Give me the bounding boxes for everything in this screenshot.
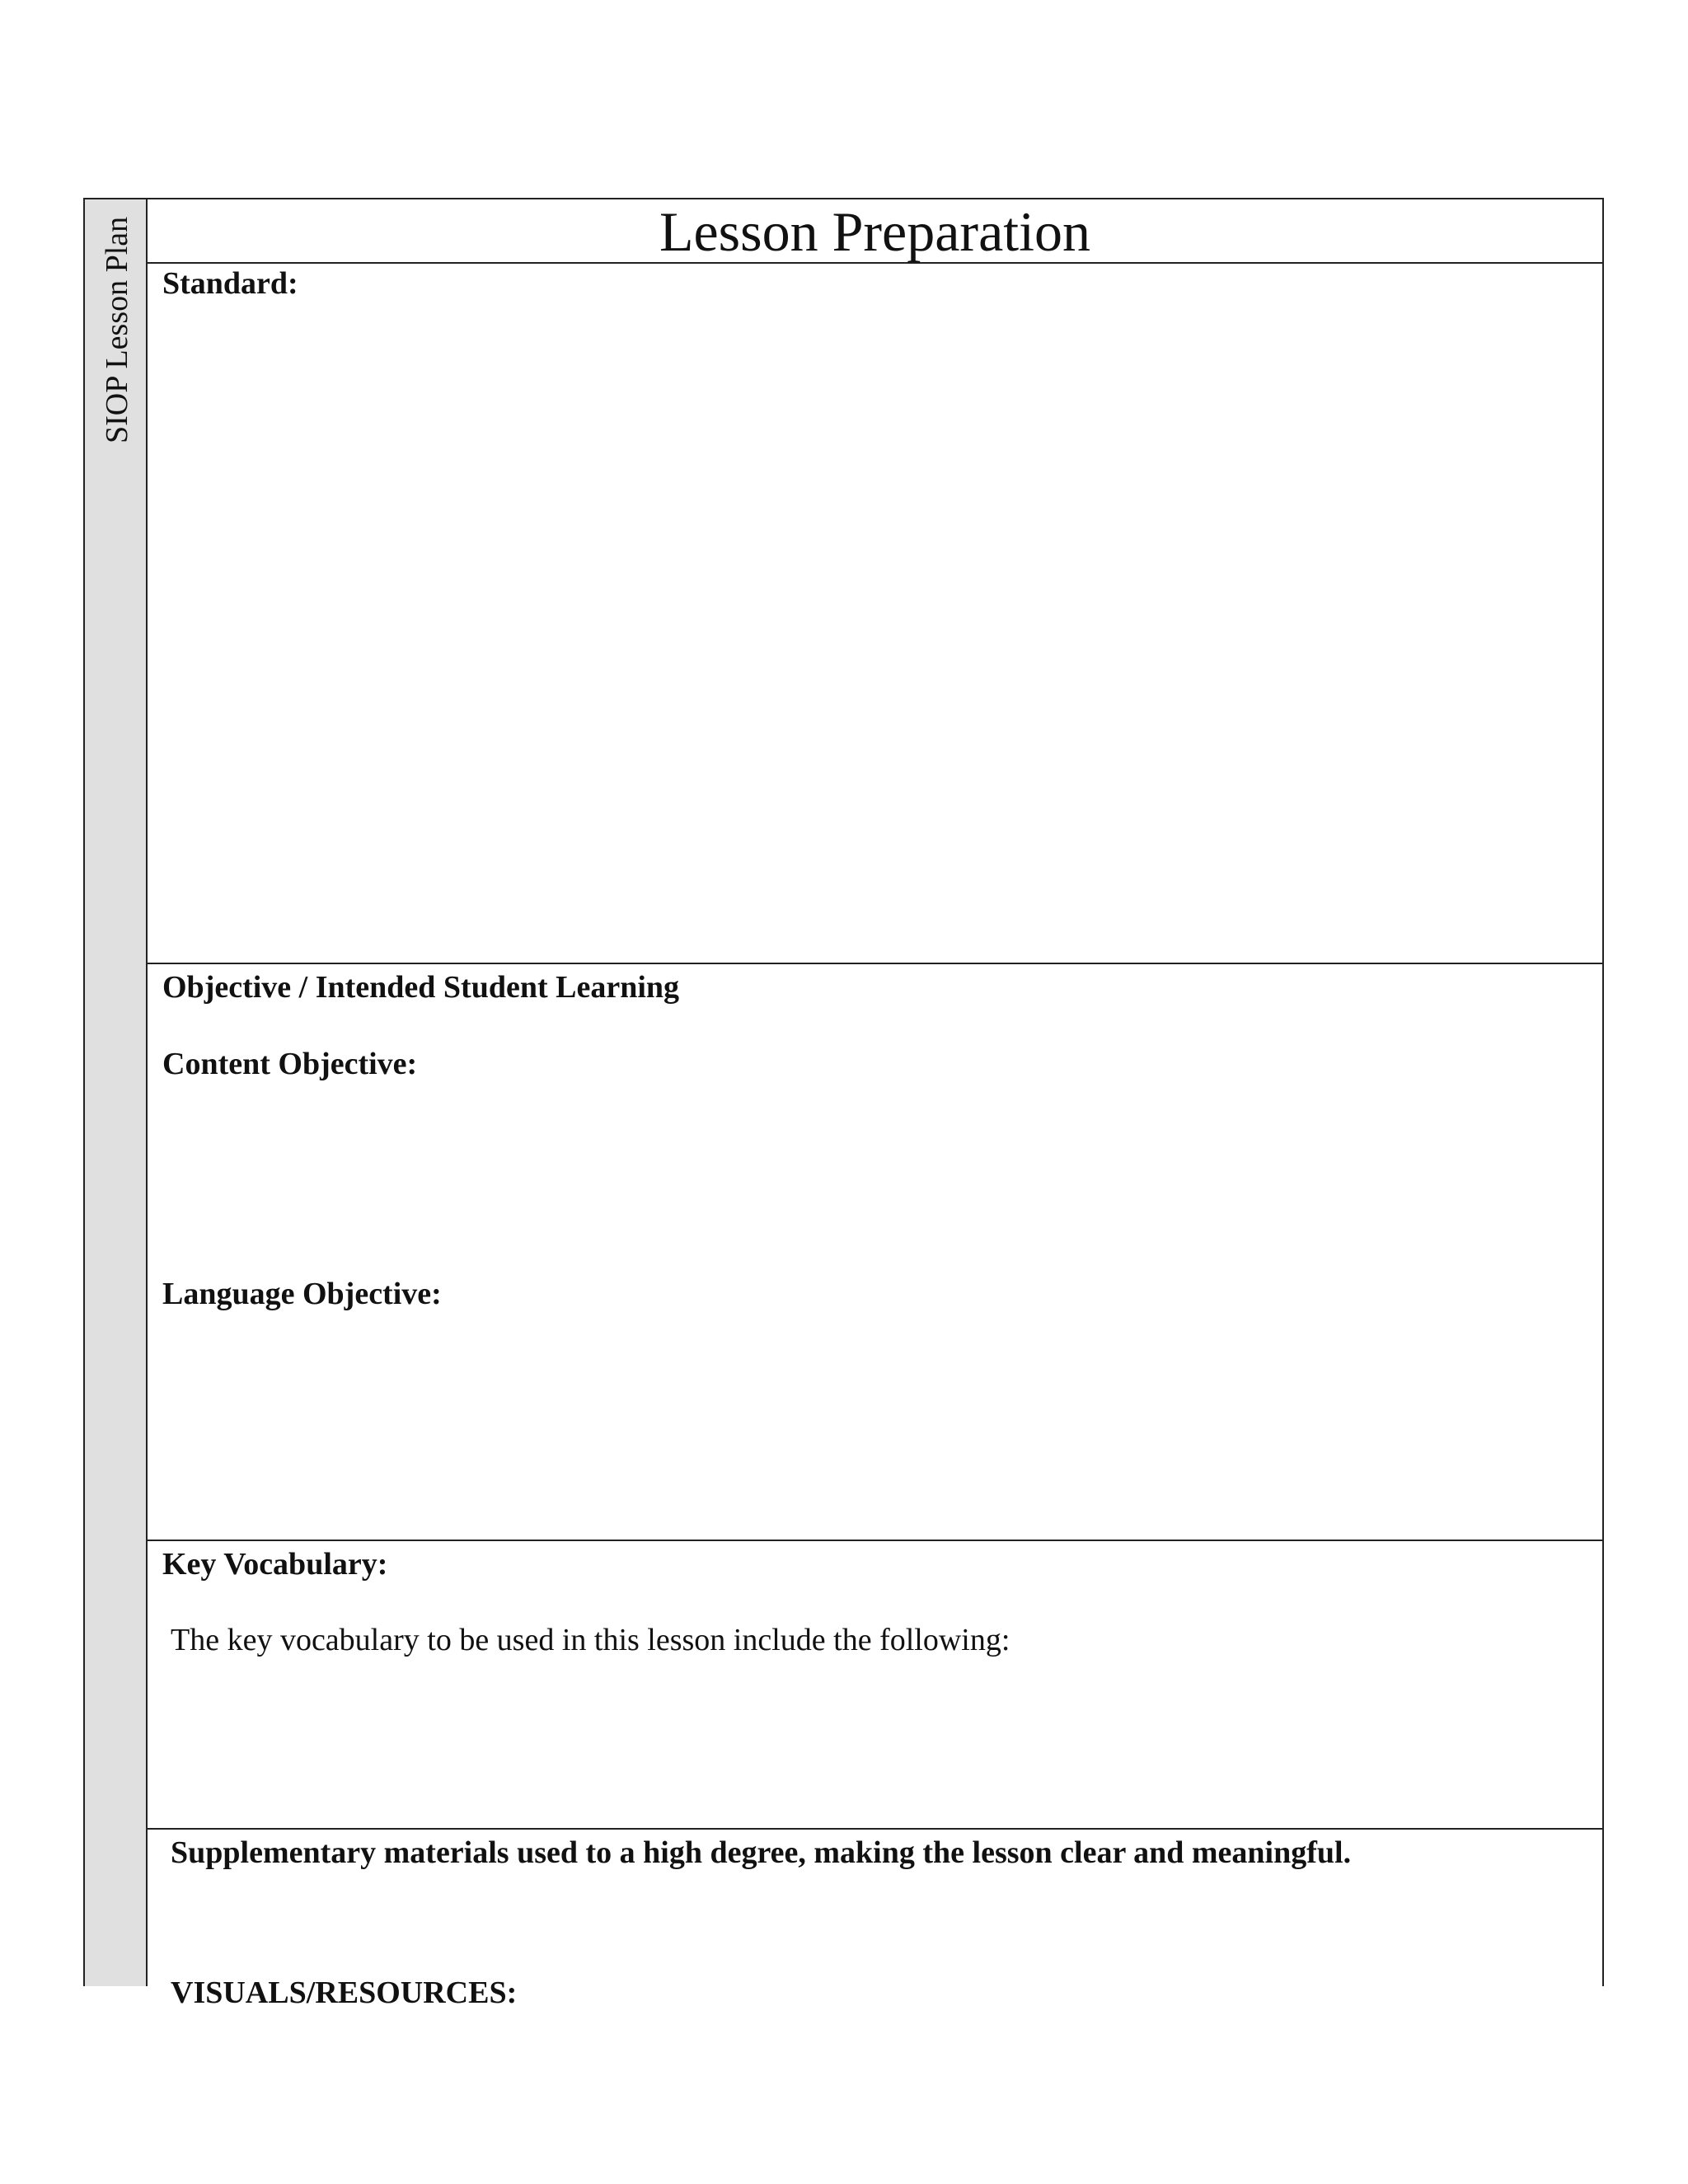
vocabulary-section	[148, 1541, 1602, 1830]
objective-heading: Objective / Intended Student Learning	[162, 970, 680, 1005]
title-row	[148, 199, 1602, 264]
supplementary-section	[148, 1830, 1602, 1988]
standard-label: Standard:	[162, 266, 298, 301]
side-label: SIOP Lesson Plan	[100, 216, 134, 443]
language-objective-label: Language Objective:	[162, 1277, 442, 1311]
supplementary-label: Supplementary materials used to a high degree, making the lesson clear and meaningful.	[171, 1835, 1352, 1870]
visuals-resources-label: VISUALS/RESOURCES:	[171, 1975, 518, 2010]
content-objective-label: Content Objective:	[162, 1047, 418, 1081]
side-column	[83, 198, 148, 1986]
lesson-plan-table	[83, 198, 1604, 1986]
standard-section	[148, 264, 1602, 964]
page-title: Lesson Preparation	[659, 200, 1091, 263]
key-vocabulary-label: Key Vocabulary:	[162, 1547, 388, 1582]
main-column	[148, 198, 1604, 1986]
objective-section	[148, 964, 1602, 1541]
vocabulary-text: The key vocabulary to be used in this lesson include the following:	[171, 1623, 1010, 1657]
